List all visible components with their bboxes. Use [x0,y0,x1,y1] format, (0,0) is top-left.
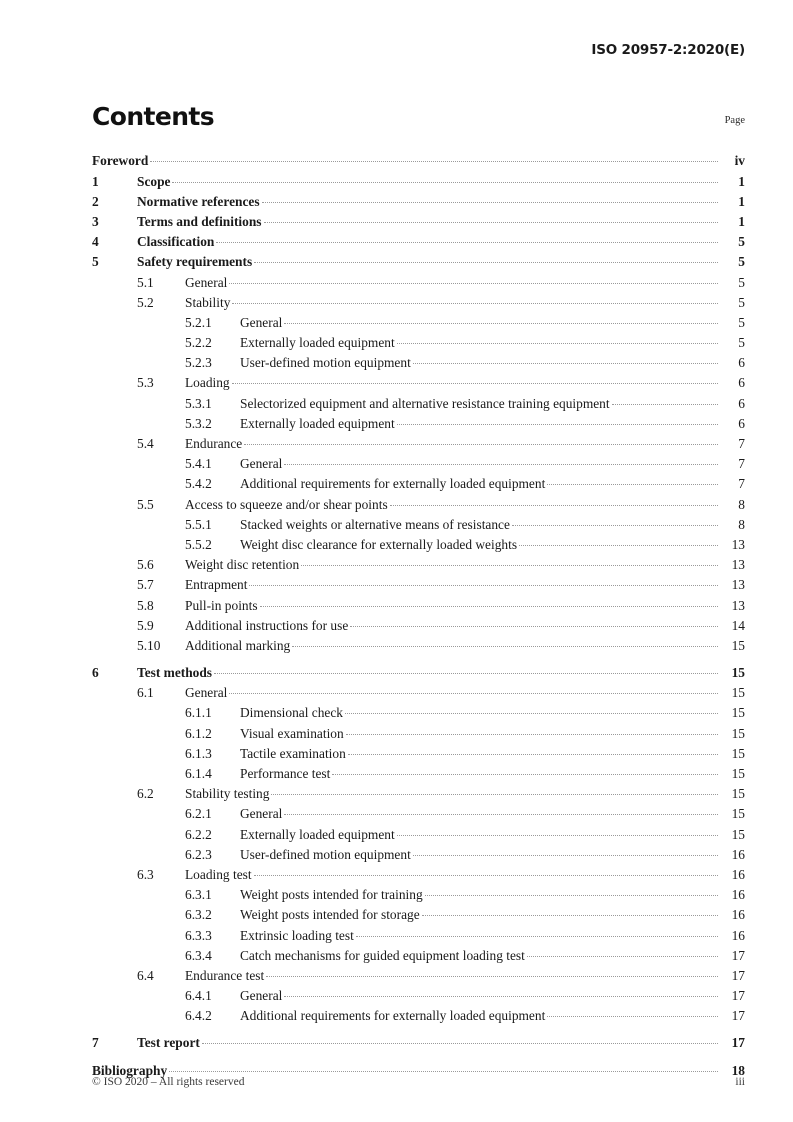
toc-entry-page: 16 [731,907,745,923]
toc-entry-number: 5.9 [137,617,154,633]
toc-entry-page: 16 [731,927,745,943]
footer-page-number: iii [735,1076,745,1088]
toc-entry-title: Access to squeeze and/or shear points [185,496,388,512]
toc-entry-number: 5.5.1 [185,516,212,532]
toc-entry-title: Dimensional check [240,705,343,721]
toc-entry[interactable] [92,906,745,926]
toc-entry[interactable] [92,664,745,684]
toc-leader-dots [397,334,718,347]
toc-entry-number: 5.1 [137,274,154,290]
toc-entry[interactable] [92,414,745,434]
toc-entry-title: Externally loaded equipment [240,415,395,431]
toc-entry[interactable] [92,253,745,273]
toc-leader-dots [284,314,718,327]
toc-leader-dots [356,926,718,939]
toc-entry-number: 6.4 [137,967,154,983]
toc-leader-dots [232,293,718,306]
toc-entry-page: 16 [731,866,745,882]
toc-leader-dots [348,744,718,757]
toc-entry-number: 5.3.1 [185,395,212,411]
toc-leader-dots [284,805,718,818]
toc-entry-number: 6 [92,665,99,681]
toc-entry-page: 5 [738,335,745,351]
toc-entry-page: 8 [738,496,745,512]
toc-entry[interactable] [92,596,745,616]
toc-entry-title: General [240,314,283,330]
toc-entry[interactable] [92,334,745,354]
toc-leader-dots [260,596,718,609]
toc-entry-page: 13 [731,536,745,552]
toc-entry[interactable] [92,724,745,744]
toc-entry[interactable] [92,576,745,596]
toc-leader-dots [292,637,718,650]
toc-entry-title: Weight disc retention [185,557,300,573]
page-footer [92,1076,745,1088]
toc-entry[interactable] [92,475,745,495]
toc-entry[interactable] [92,394,745,414]
toc-entry-number: 2 [92,193,99,209]
toc-entry-title: Endurance test [185,967,265,983]
toc-leader-dots [229,273,718,286]
toc-entry[interactable] [92,946,745,966]
toc-entry[interactable] [92,704,745,724]
toc-entry-number: 6.3.4 [185,947,212,963]
page-title: Contents [92,102,215,131]
toc-leader-dots [345,704,718,717]
toc-entry[interactable] [92,213,745,233]
toc-leader-dots [519,536,718,549]
toc-entry-number: 5.2 [137,294,154,310]
toc-entry-number: 5.8 [137,597,154,613]
toc-entry[interactable] [92,825,745,845]
toc-entry[interactable] [92,967,745,987]
toc-entry-number: 5.5 [137,496,154,512]
toc-entry-page: 8 [738,516,745,532]
toc-entry-page: 5 [738,254,745,270]
toc-entry-page: 17 [731,947,745,963]
toc-leader-dots [413,354,718,367]
toc-leader-dots [229,684,718,697]
toc-entry-number: 5.3 [137,375,154,391]
toc-entry[interactable] [92,435,745,455]
toc-leader-dots [216,233,718,246]
toc-entry-page: 14 [731,617,745,633]
toc-leader-dots [150,152,718,165]
toc-entry-number: 6.1.3 [185,745,212,761]
toc-entry-page: 15 [731,685,745,701]
toc-leader-dots [202,1034,718,1047]
document-header-id: ISO 20957-2:2020(E) [591,42,745,58]
toc-leader-dots [301,556,718,569]
toc-leader-dots [547,475,718,488]
toc-leader-dots [346,724,718,737]
toc-entry[interactable] [92,926,745,946]
toc-entry-title: Stability testing [185,786,270,802]
toc-entry-number: 3 [92,213,99,229]
toc-entry[interactable] [92,1007,745,1027]
toc-leader-dots [284,455,718,468]
toc-entry-title: Test methods [137,665,213,681]
toc-leader-dots [547,1007,718,1020]
toc-entry-page: 1 [738,173,745,189]
toc-leader-dots [527,946,718,959]
toc-entry-title: Additional requirements for externally loaded equipment [240,1008,546,1024]
toc-entry-number: 5.2.2 [185,335,212,351]
toc-leader-dots [169,1061,718,1074]
toc-entry-title: General [240,806,283,822]
toc-entry[interactable] [92,845,745,865]
toc-entry-number: 6.2 [137,786,154,802]
toc-entry[interactable] [92,765,745,785]
table-of-contents [92,152,745,1081]
toc-leader-dots [390,495,718,508]
toc-entry[interactable] [92,987,745,1007]
toc-entry-page: 15 [731,637,745,653]
toc-entry-page: 15 [731,806,745,822]
toc-entry-page: 15 [731,665,745,681]
toc-entry-title: Stacked weights or alternative means of resistance [240,516,510,532]
toc-entry-page: 15 [731,826,745,842]
toc-entry-page: 6 [738,375,745,391]
toc-entry-page: 7 [738,456,745,472]
toc-entry-page: 5 [738,234,745,250]
toc-entry-number: 6.3.2 [185,907,212,923]
toc-entry-page: 5 [738,274,745,290]
toc-entry-number: 6.2.1 [185,806,212,822]
toc-entry-page: 16 [731,887,745,903]
toc-entry-page: 13 [731,577,745,593]
toc-entry-title: General [185,274,228,290]
toc-entry-title: Additional requirements for externally loaded equipment [240,476,546,492]
toc-entry-number: 4 [92,234,99,250]
contents-header [92,104,745,129]
toc-entry-page: iv [734,153,745,169]
toc-entry-title: Terms and definitions [137,213,262,229]
toc-entry-title: General [185,685,228,701]
toc-entry-number: 5.2.1 [185,314,212,330]
toc-entry[interactable] [92,536,745,556]
toc-entry-page: 7 [738,436,745,452]
toc-entry-number: 6.1.2 [185,725,212,741]
toc-entry-number: 5.2.3 [185,355,212,371]
toc-entry[interactable] [92,293,745,313]
toc-leader-dots [254,253,718,266]
toc-entry-title: Additional marking [185,637,291,653]
toc-leader-dots [262,192,718,205]
toc-entry[interactable] [92,805,745,825]
toc-entry-number: 1 [92,173,99,189]
toc-entry-number: 6.1.1 [185,705,212,721]
toc-leader-dots [271,785,718,798]
toc-entry-page: 17 [731,1035,745,1051]
toc-entry-page: 6 [738,415,745,431]
toc-entry-title: Weight posts intended for storage [240,907,420,923]
toc-entry-title: Catch mechanisms for guided equipment loading test [240,947,525,963]
toc-entry-title: Stability [185,294,231,310]
toc-entry-page: 13 [731,557,745,573]
toc-leader-dots [284,987,718,1000]
toc-entry-number: 5.10 [137,637,161,653]
toc-entry-number: 5.5.2 [185,536,212,552]
toc-entry-title: Weight posts intended for training [240,887,423,903]
toc-entry[interactable] [92,192,745,212]
toc-entry[interactable] [92,785,745,805]
toc-entry-page: 5 [738,294,745,310]
toc-entry-title: Endurance [185,436,243,452]
toc-entry-title: Extrinsic loading test [240,927,354,943]
toc-entry-page: 13 [731,597,745,613]
toc-entry-title: Performance test [240,766,331,782]
toc-entry-title: Externally loaded equipment [240,826,395,842]
toc-entry-page: 15 [731,745,745,761]
toc-entry-title: Entrapment [185,577,248,593]
toc-leader-dots [214,664,718,677]
toc-entry[interactable] [92,744,745,764]
toc-leader-dots [413,845,718,858]
toc-entry-number: 5.4.1 [185,456,212,472]
toc-entry-number: 5.4 [137,436,154,452]
toc-entry-title: Foreword [92,153,149,169]
toc-entry-title: Classification [137,234,215,250]
toc-entry[interactable] [92,495,745,515]
toc-entry-number: 6.4.2 [185,1008,212,1024]
toc-entry-number: 6.2.3 [185,846,212,862]
toc-entry-title: User-defined motion equipment [240,846,411,862]
toc-leader-dots [172,172,718,185]
toc-leader-dots [244,435,718,448]
toc-entry[interactable] [92,1034,745,1054]
toc-entry[interactable] [92,152,745,172]
toc-entry-page: 1 [738,213,745,229]
toc-entry[interactable] [92,515,745,535]
toc-entry-title: User-defined motion equipment [240,355,411,371]
toc-leader-dots [397,414,718,427]
toc-entry-title: Pull-in points [185,597,258,613]
toc-entry-number: 6.3.3 [185,927,212,943]
toc-entry-title: Selectorized equipment and alternative resistance training equipment [240,395,610,411]
toc-entry-title: Additional instructions for use [185,617,349,633]
toc-entry-title: Safety requirements [137,254,253,270]
toc-leader-dots [254,866,718,879]
toc-entry-number: 5.4.2 [185,476,212,492]
toc-entry-page: 17 [731,1008,745,1024]
toc-entry-page: 15 [731,766,745,782]
toc-entry-title: Loading test [185,866,252,882]
toc-entry-number: 5.3.2 [185,415,212,431]
toc-leader-dots [425,886,718,899]
toc-entry-title: Weight disc clearance for externally loaded weights [240,536,518,552]
toc-entry-number: 6.2.2 [185,826,212,842]
toc-entry-page: 18 [731,1062,745,1078]
toc-entry[interactable] [92,616,745,636]
page-column-label: Page [724,115,745,126]
toc-entry-page: 1 [738,193,745,209]
toc-entry[interactable] [92,637,745,657]
toc-entry-page: 7 [738,476,745,492]
toc-entry-number: 5 [92,254,99,270]
toc-entry-number: 6.1 [137,685,154,701]
toc-entry-title: Scope [137,173,171,189]
toc-entry-number: 5.7 [137,577,154,593]
toc-entry[interactable] [92,684,745,704]
toc-entry-title: Tactile examination [240,745,346,761]
toc-entry-title: General [240,456,283,472]
toc-entry-page: 17 [731,988,745,1004]
toc-entry-page: 5 [738,314,745,330]
toc-entry-page: 15 [731,725,745,741]
toc-entry[interactable] [92,886,745,906]
copyright-notice: © ISO 2020 – All rights reserved [92,1076,245,1088]
toc-entry-title: Visual examination [240,725,344,741]
toc-entry-title: Externally loaded equipment [240,335,395,351]
toc-leader-dots [232,374,718,387]
toc-leader-dots [266,967,718,980]
toc-entry[interactable] [92,866,745,886]
toc-entry-page: 6 [738,395,745,411]
toc-leader-dots [249,576,718,589]
toc-entry-page: 17 [731,967,745,983]
toc-entry[interactable] [92,273,745,293]
toc-entry[interactable] [92,314,745,334]
toc-leader-dots [264,213,718,226]
toc-entry-page: 6 [738,355,745,371]
toc-leader-dots [397,825,718,838]
toc-entry-title: Bibliography [92,1062,168,1078]
toc-entry-page: 16 [731,846,745,862]
toc-entry[interactable] [92,455,745,475]
toc-entry[interactable] [92,172,745,192]
toc-entry-page: 15 [731,786,745,802]
toc-entry[interactable] [92,233,745,253]
toc-entry[interactable] [92,374,745,394]
toc-entry-number: 5.6 [137,557,154,573]
toc-entry-page: 15 [731,705,745,721]
toc-entry[interactable] [92,556,745,576]
toc-entry-number: 6.4.1 [185,988,212,1004]
toc-entry-title: Normative references [137,193,260,209]
toc-entry-number: 6.3 [137,866,154,882]
toc-leader-dots [422,906,718,919]
toc-leader-dots [332,765,718,778]
toc-leader-dots [612,394,718,407]
toc-entry-number: 6.3.1 [185,887,212,903]
toc-entry-title: Loading [185,375,230,391]
toc-entry-title: General [240,988,283,1004]
toc-entry-number: 6.1.4 [185,766,212,782]
toc-leader-dots [350,616,718,629]
toc-entry[interactable] [92,354,745,374]
toc-leader-dots [512,515,718,528]
toc-entry-number: 7 [92,1035,99,1051]
toc-entry-title: Test report [137,1035,200,1051]
